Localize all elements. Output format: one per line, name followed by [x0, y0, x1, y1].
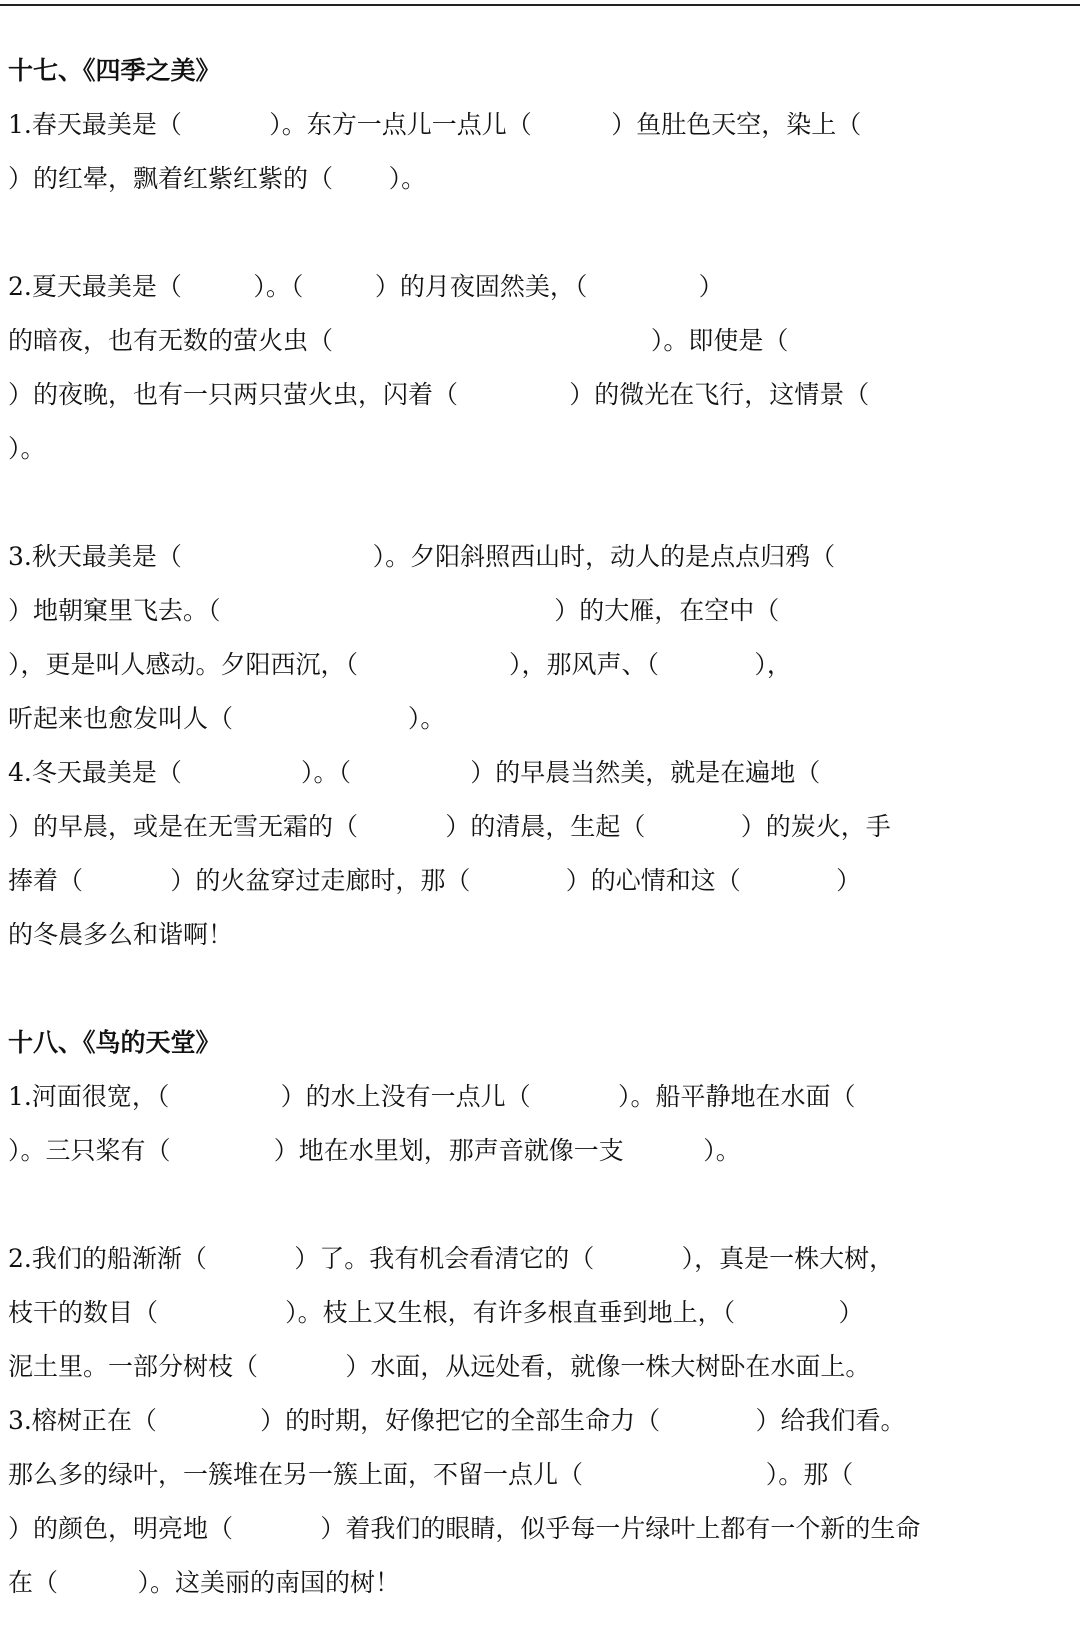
- text-line: ），更是叫人感动。夕阳西沉，（ ），那风声、（ ），: [8, 650, 792, 679]
- text-line: 3.榕树正在（ ）的时期，好像把它的全部生命力（ ）给我们看。: [8, 1406, 906, 1435]
- blank-line: [8, 1178, 1074, 1232]
- text-line: 枝干的数目（ ）。枝上又生根，有许多根直垂到地上，（ ）: [8, 1298, 864, 1327]
- section-four-seasons: [8, 44, 1074, 1016]
- text-line: 2.夏天最美是（ ）。（ ）的月夜固然美，（ ）: [8, 272, 724, 301]
- blank-line: [8, 476, 1074, 530]
- section-title: 十七、《四季之美》: [8, 56, 221, 85]
- text-line: 在（ ）。这美丽的南国的树！: [8, 1568, 400, 1597]
- text-line: 泥土里。一部分树枝（ ）水面，从远处看，就像一株大树卧在水面上。: [8, 1352, 871, 1381]
- text-line: 的暗夜，也有无数的萤火虫（ ）。即使是（: [8, 326, 789, 355]
- text-line: ）的红晕，飘着红紫红紫的（ ）。: [8, 164, 427, 193]
- blank-line: [8, 962, 1074, 1016]
- section-title: 十八、《鸟的天堂》: [8, 1028, 221, 1057]
- text-line: 2.我们的船渐渐（ ）了。我有机会看清它的（ ），真是一株大树，: [8, 1244, 895, 1273]
- text-line: 4.冬天最美是（ ）。（ ）的早晨当然美，就是在遍地（: [8, 758, 821, 787]
- text-line: 听起来也愈发叫人（ ）。: [8, 704, 446, 733]
- top-rule: [0, 4, 1080, 6]
- text-line: 捧着（ ）的火盆穿过走廊时，那（ ）的心情和这（ ）: [8, 866, 862, 895]
- text-line: 1.春天最美是（ ）。东方一点儿一点儿（ ）鱼肚色天空，染上（: [8, 110, 862, 139]
- section-bird-paradise: [8, 1016, 1074, 1610]
- text-line: ）。三只桨有（ ）地在水里划，那声音就像一支 ）。: [8, 1136, 741, 1165]
- worksheet-content: [8, 44, 1074, 1610]
- text-line: ）的夜晚，也有一只两只萤火虫，闪着（ ）的微光在飞行，这情景（: [8, 380, 870, 409]
- blank-line: [8, 206, 1074, 260]
- text-line: 3.秋天最美是（ ）。夕阳斜照西山时，动人的是点点归鸦（: [8, 542, 836, 571]
- text-line: ）。: [8, 434, 46, 463]
- text-line: 的冬晨多么和谐啊！: [8, 920, 234, 949]
- text-line: ）地朝窠里飞去。（ ）的大雁，在空中（: [8, 596, 780, 625]
- text-line: ）的早晨，或是在无雪无霜的（ ）的清晨，生起（ ）的炭火，手: [8, 812, 891, 841]
- text-line: 1.河面很宽，（ ）的水上没有一点儿（ ）。船平静地在水面（: [8, 1082, 856, 1111]
- text-line: 那么多的绿叶，一簇堆在另一簇上面，不留一点儿（ ）。那（: [8, 1460, 854, 1489]
- text-line: ）的颜色，明亮地（ ）着我们的眼睛，似乎每一片绿叶上都有一个新的生命: [8, 1514, 921, 1543]
